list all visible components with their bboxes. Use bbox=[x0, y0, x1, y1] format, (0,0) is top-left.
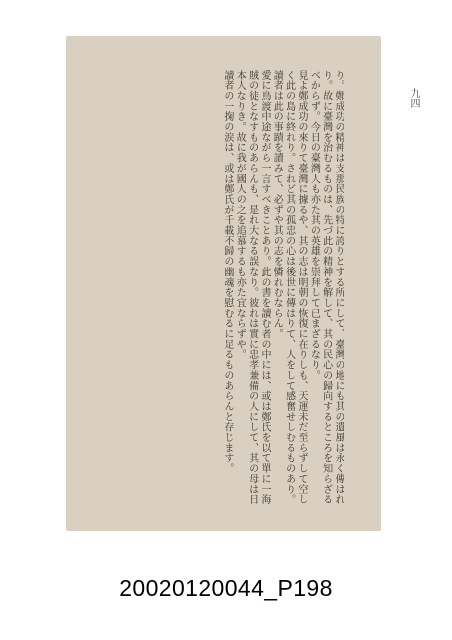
page-number: 九四 bbox=[408, 88, 419, 108]
paragraph-2: 見よ鄭成功の來りて臺灣に據るや、其の志は明朝の恢復に在りしも、天運未だ至らずして空しく此の島に終れり。されど其の孤忠の心は後世に傳はりて、人をして感奮せしむるものあり。讀者は此の事蹟を讀みて、必ずや其の志を憐れむならん。 bbox=[271, 70, 307, 505]
paragraph-4: 讀者の一掬の涙は、或は鄭氏が千載不歸の幽魂を慰むるに足るものあらんと存じます。 bbox=[221, 70, 233, 474]
image-id-caption: 20020120044_P198 bbox=[119, 575, 333, 601]
body-text bbox=[92, 70, 344, 508]
paragraph-1: り。鄭成功の精神は支那民族の特に誇りとする所にして、臺灣の地にも其の遺風は永く傳はれり。故に臺灣を治むるものは、先づ此の精神を解して、其の民心の歸向するところを知らざるべからず。今日の臺灣人も亦た其の英雄を崇拜して已まざるなり。 bbox=[308, 70, 344, 505]
paragraph-3: 愛に鳥渡中途ながら一言すべきことあり。此の書を讀む者の中には、或は鄭氏を以て單に一海賊の徒となすものあらんも、是れ大なる誤なり。彼れは實に忠孝兼備の人にして、其の母は日本人なりき。故に我が國人の之を追慕するも亦た宜ならずや。 bbox=[234, 70, 270, 505]
